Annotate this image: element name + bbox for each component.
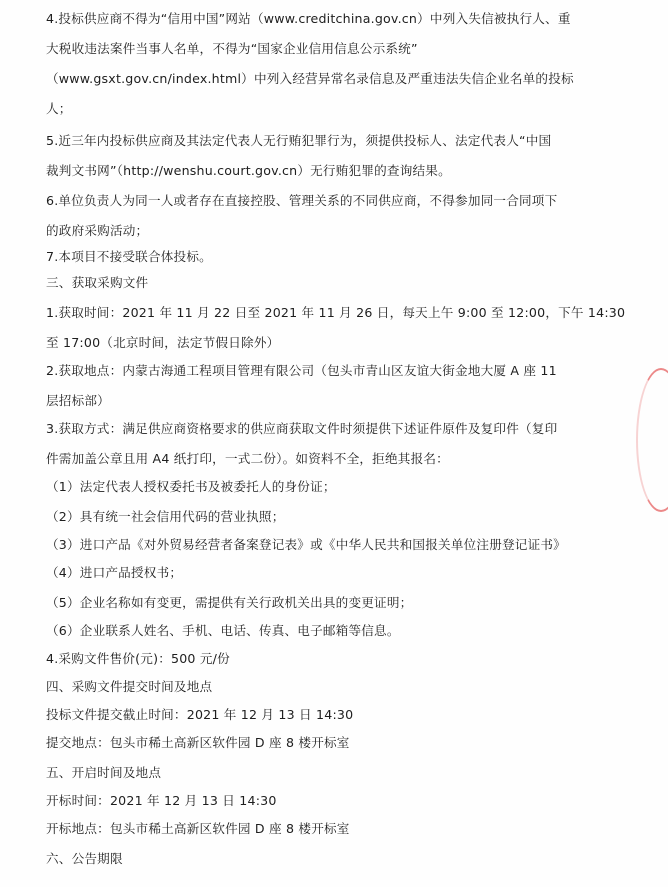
text-line: 投标文件提交截止时间：2021 年 12 月 13 日 14:30 xyxy=(46,707,354,722)
text-line: 六、公告期限 xyxy=(46,851,123,866)
text-line: 2.获取地点：内蒙古海通工程项目管理有限公司（包头市青山区友谊大街金地大厦 A 座 11 xyxy=(46,363,557,378)
text-line: （3）进口产品《对外贸易经营者备案登记表》或《中华人民共和国报关单位注册登记证书》 xyxy=(46,537,566,552)
text-line: 1.获取时间：2021 年 11 月 22 日至 2021 年 11 月 26 日，每天上午 9:00 至 12:00，下午 14:30 xyxy=(46,305,626,320)
text-line: （5）企业名称如有变更，需提供有关行政机关出具的变更证明； xyxy=(46,595,413,610)
text-line: 3.获取方式：满足供应商资格要求的供应商获取文件时须提供下述证件原件及复印件（复印 xyxy=(46,421,558,436)
text-line: 7.本项目不接受联合体投标。 xyxy=(46,249,212,264)
text-line: （www.gsxt.gov.cn/index.html）中列入经营异常名录信息及严重违法失信企业名单的投标 xyxy=(46,71,574,86)
text-line: 开标地点：包头市稀土高新区软件园 D 座 8 楼开标室 xyxy=(46,821,350,836)
text-line: 提交地点：包头市稀土高新区软件园 D 座 8 楼开标室 xyxy=(46,735,350,750)
text-line: （2）具有统一社会信用代码的营业执照； xyxy=(46,509,285,524)
text-line: 开标时间：2021 年 12 月 13 日 14:30 xyxy=(46,793,277,808)
text-line: 三、获取采购文件 xyxy=(46,275,149,290)
text-line: 五、开启时间及地点 xyxy=(46,765,162,780)
text-line: 大税收违法案件当事人名单，不得为“国家企业信用信息公示系统” xyxy=(46,41,418,56)
text-line: 人； xyxy=(46,101,72,116)
text-line: 4.投标供应商不得为“信用中国”网站（www.creditchina.gov.cn）中列入失信被执行人、重 xyxy=(46,11,571,26)
text-line: 6.单位负责人为同一人或者存在直接控股、管理关系的不同供应商，不得参加同一合同项下 xyxy=(46,193,558,208)
text-line: 件需加盖公章且用 A4 纸打印，一式二份）。如资料不全，拒绝其报名： xyxy=(46,451,449,466)
text-line: 四、采购文件提交时间及地点 xyxy=(46,679,213,694)
text-line: （1）法定代表人授权委托书及被委托人的身份证； xyxy=(46,479,336,494)
text-line: 裁判文书网”（http://wenshu.court.gov.cn）无行贿犯罪的查询结果。 xyxy=(46,163,451,178)
text-line: 至 17:00（北京时间，法定节假日除外） xyxy=(46,335,280,350)
text-line: 5.近三年内投标供应商及其法定代表人无行贿犯罪行为，须提供投标人、法定代表人“中国 xyxy=(46,133,552,148)
text-line: 4.采购文件售价(元)：500 元/份 xyxy=(46,651,230,666)
text-line: （4）进口产品授权书； xyxy=(46,565,183,580)
text-line: （6）企业联系人姓名、手机、电话、传真、电子邮箱等信息。 xyxy=(46,623,400,638)
text-line: 层招标部） xyxy=(46,393,110,408)
text-line: 的政府采购活动； xyxy=(46,223,149,238)
